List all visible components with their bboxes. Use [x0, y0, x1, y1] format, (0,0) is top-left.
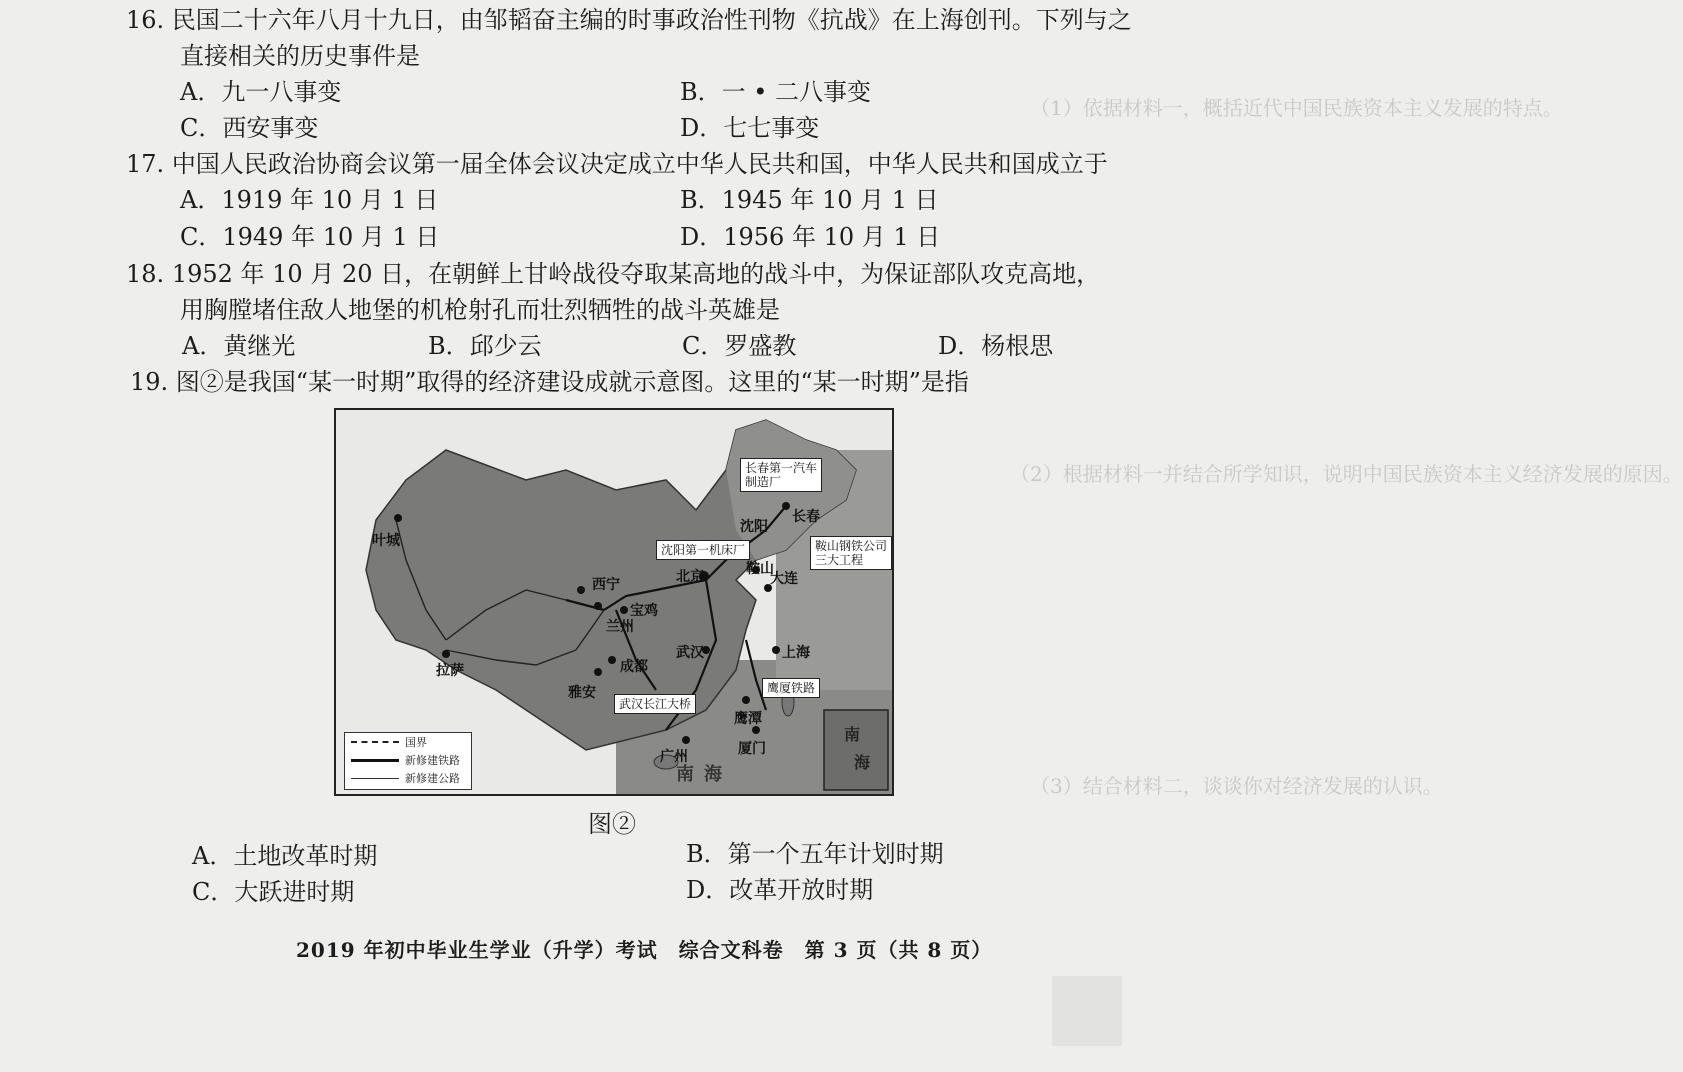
sea-label: 海: [704, 764, 722, 785]
city-label: 厦门: [738, 741, 766, 757]
city-label: 叶城: [372, 533, 400, 549]
option-18-c[interactable]: C．罗盛教: [682, 332, 797, 360]
callout-shenyang-machine-tool: 沈阳第一机床厂: [656, 540, 750, 560]
callout-anshan-steel: 鞍山钢铁公司 三大工程: [810, 536, 892, 570]
question-17: [126, 146, 1108, 182]
question-text: 1952 年 10 月 20 日，在朝鲜上甘岭战役夺取某高地的战斗中，为保证部队攻克高地，: [171, 260, 1101, 288]
option-16-a[interactable]: A．九一八事变: [180, 78, 342, 106]
city-label: 武汉: [676, 645, 704, 661]
map-legend: [344, 732, 472, 790]
city-label: 兰州: [606, 619, 634, 635]
question-number: 17.: [126, 150, 165, 178]
city-label: 拉萨: [436, 663, 464, 679]
question-18: [126, 256, 1100, 292]
city-label: 宝鸡: [630, 603, 658, 619]
city-label: 广州: [660, 749, 688, 765]
city-label: 上海: [782, 645, 810, 661]
question-number: 19.: [130, 368, 169, 396]
city-label: 大连: [770, 571, 798, 587]
option-19-c[interactable]: C．大跃进时期: [192, 878, 355, 906]
question-16-line2: 直接相关的历史事件是: [180, 42, 420, 70]
question-16: [126, 2, 1132, 38]
city-label: 成都: [620, 659, 648, 675]
inset-sea-label: 海: [854, 753, 871, 772]
callout-yingxia-railway: 鹰厦铁路: [762, 678, 820, 698]
option-18-b[interactable]: B．邱少云: [428, 332, 542, 360]
legend-border: 国界: [345, 733, 471, 751]
page-footer: 2019 年初中毕业生学业（升学）考试 综合文科卷 第 3 页（共 8 页）: [296, 938, 993, 962]
option-16-c[interactable]: C．西安事变: [180, 114, 319, 142]
question-19: [130, 364, 969, 400]
option-16-d[interactable]: D．七七事变: [680, 114, 820, 142]
option-18-d[interactable]: D．杨根思: [938, 332, 1054, 360]
question-number: 16.: [126, 6, 165, 34]
highway-line-icon: [351, 778, 399, 779]
city-label: 北京: [676, 569, 704, 585]
scan-smudge: [1052, 976, 1122, 1046]
callout-changchun-auto-plant: 长春第一汽车 制造厂: [740, 458, 822, 492]
legend-railway: 新修建铁路: [345, 751, 471, 769]
question-text: 中国人民政治协商会议第一届全体会议决定成立中华人民共和国，中华人民共和国成立于: [171, 150, 1108, 178]
inset-sea-label: 南: [844, 725, 861, 744]
question-text: 图②是我国“某一时期”取得的经济建设成就示意图。这里的“某一时期”是指: [175, 368, 969, 396]
option-17-c[interactable]: C．1949 年 10 月 1 日: [180, 223, 440, 251]
question-number: 18.: [126, 260, 165, 288]
sea-label: 南: [676, 764, 694, 785]
bleed-through-text: （1）依据材料一，概括近代中国民族资本主义发展的特点。: [1030, 96, 1563, 120]
option-17-a[interactable]: A．1919 年 10 月 1 日: [180, 186, 439, 214]
option-19-b[interactable]: B．第一个五年计划时期: [686, 840, 944, 868]
city-label: 鞍山: [746, 561, 774, 577]
option-19-a[interactable]: A．土地改革时期: [192, 842, 378, 870]
city-label: 沈阳: [740, 519, 768, 535]
option-19-d[interactable]: D．改革开放时期: [686, 876, 874, 904]
figure-caption: 图②: [588, 810, 636, 838]
option-17-b[interactable]: B．1945 年 10 月 1 日: [680, 186, 939, 214]
option-16-b[interactable]: B．一 • 二八事变: [680, 78, 872, 106]
border-line-icon: [351, 741, 399, 743]
option-18-a[interactable]: A．黄继光: [182, 332, 296, 360]
city-label: 雅安: [568, 685, 596, 701]
railway-line-icon: [351, 759, 399, 762]
city-label: 西宁: [592, 577, 620, 593]
legend-highway: 新修建公路: [345, 769, 471, 787]
question-18-line2: 用胸膛堵住敌人地堡的机枪射孔而壮烈牺牲的战斗英雄是: [180, 296, 780, 324]
question-text: 民国二十六年八月十九日，由邹韬奋主编的时事政治性刊物《抗战》在上海创刊。下列与之: [171, 6, 1132, 34]
option-17-d[interactable]: D．1956 年 10 月 1 日: [680, 223, 941, 251]
bleed-through-text: （3）结合材料二，谈谈你对经济发展的认识。: [1030, 774, 1443, 798]
china-map-figure: [334, 408, 894, 796]
callout-wuhan-bridge: 武汉长江大桥: [614, 694, 696, 714]
city-label: 鹰潭: [734, 711, 762, 727]
city-label: 长春: [792, 509, 820, 525]
bleed-through-text: （2）根据材料一并结合所学知识，说明中国民族资本主义经济发展的原因。: [1010, 462, 1683, 486]
